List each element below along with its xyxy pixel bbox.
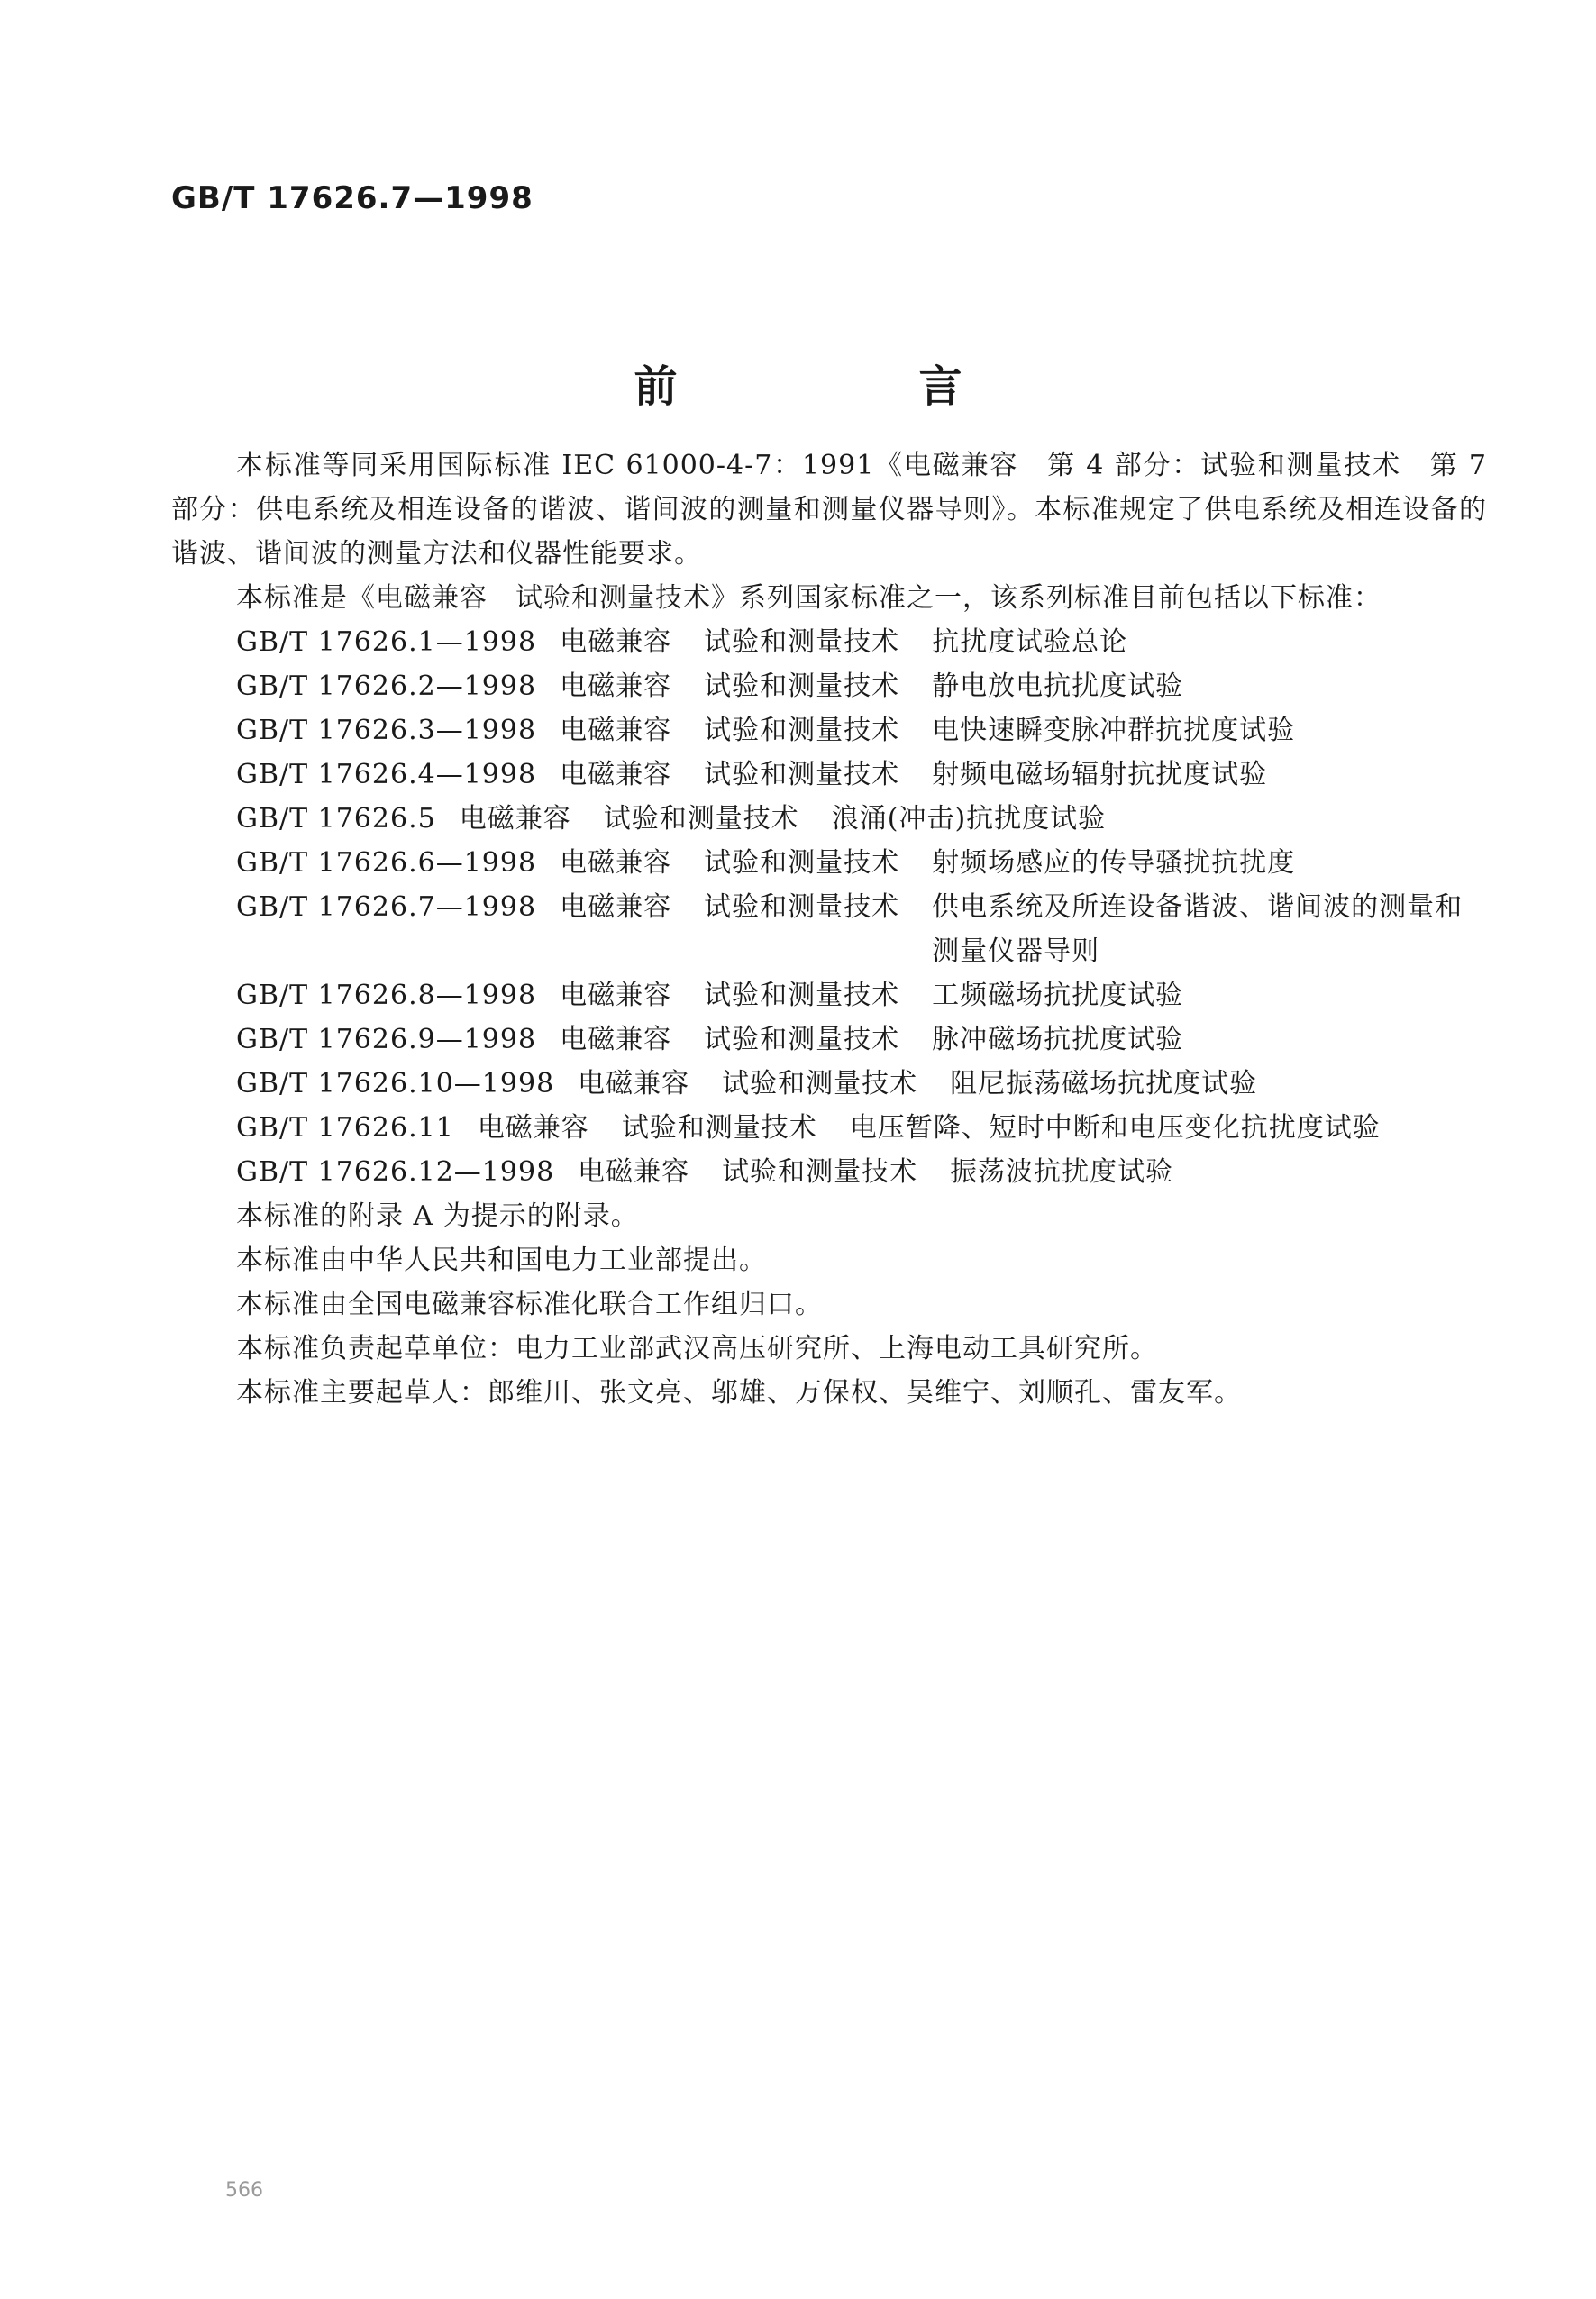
standard-number: GB/T 17626.8—1998 [236,980,537,1011]
standard-topic: 电磁兼容 [560,759,672,790]
page-number: 566 [225,2179,263,2202]
standard-item [171,973,1487,1017]
standard-subtopic: 试验和测量技术 [704,715,900,746]
standard-topic: 电磁兼容 [477,1112,589,1144]
document-body [171,443,1487,1415]
standard-topic: 电磁兼容 [560,891,672,923]
standard-number: GB/T 17626.3—1998 [236,715,537,746]
standard-item [171,1150,1487,1194]
page-title: 前 言 [634,361,1062,412]
standard-topic: 电磁兼容 [560,671,672,702]
standard-title: 射频场感应的传导骚扰抗扰度 [932,847,1296,879]
standard-number: GB/T 17626.5 [236,803,436,835]
standard-item [171,1062,1487,1106]
standard-subtopic: 试验和测量技术 [704,671,900,702]
standard-title: 静电放电抗扰度试验 [932,671,1184,702]
standard-subtopic: 试验和测量技术 [704,891,900,923]
standard-item [171,797,1487,841]
standard-topic: 电磁兼容 [578,1068,690,1099]
drafters-note: 本标准主要起草人：郎维川、张文亮、邬雄、万保权、吴维宁、刘顺孔、雷友军。 [236,1377,1242,1409]
standard-title: 浪涌(冲击)抗扰度试验 [831,803,1107,835]
standard-number: GB/T 17626.7—1998 [236,891,537,923]
standard-item [171,885,1487,973]
standard-number: GB/T 17626.10—1998 [236,1068,555,1099]
standard-topic: 电磁兼容 [560,980,672,1011]
standard-subtopic: 试验和测量技术 [704,626,900,658]
administration-note: 本标准由全国电磁兼容标准化联合工作组归口。 [236,1289,823,1320]
standard-topic: 电磁兼容 [560,847,672,879]
standard-title: 电压暂降、短时中断和电压变化抗扰度试验 [849,1112,1381,1144]
standard-subtopic: 试验和测量技术 [603,803,799,835]
standard-item [171,664,1487,708]
standard-topic: 电磁兼容 [560,1024,672,1055]
appendix-note: 本标准的附录 A 为提示的附录。 [236,1200,639,1232]
standard-item [171,753,1487,797]
standard-subtopic: 试验和测量技术 [704,1024,900,1055]
standard-number: GB/T 17626.4—1998 [236,759,537,790]
standard-subtopic: 试验和测量技术 [704,980,900,1011]
standard-item [171,841,1487,885]
standard-item [171,1106,1487,1150]
series-paragraph: 本标准是《电磁兼容 试验和测量技术》系列国家标准之一，该系列标准目前包括以下标准： [236,582,1382,614]
standard-subtopic: 试验和测量技术 [722,1068,918,1099]
standard-topic: 电磁兼容 [560,715,672,746]
standard-subtopic: 试验和测量技术 [722,1156,918,1188]
standard-title: 工频磁场抗扰度试验 [932,980,1184,1011]
standard-topic: 电磁兼容 [560,626,672,658]
proposer-note: 本标准由中华人民共和国电力工业部提出。 [236,1245,767,1276]
standard-code: GB/T 17626.7—1998 [171,180,534,216]
standard-subtopic: 试验和测量技术 [621,1112,817,1144]
standard-topic: 电磁兼容 [459,803,571,835]
standard-number: GB/T 17626.11 [236,1112,454,1144]
standard-number: GB/T 17626.2—1998 [236,671,537,702]
standard-item [171,620,1487,664]
standard-number: GB/T 17626.1—1998 [236,626,537,658]
standard-number: GB/T 17626.6—1998 [236,847,537,879]
standard-title: 阻尼振荡磁场抗扰度试验 [950,1068,1258,1099]
standard-title: 抗扰度试验总论 [932,626,1128,658]
standard-number: GB/T 17626.9—1998 [236,1024,537,1055]
intro-paragraph: 本标准等同采用国际标准 IEC 61000-4-7：1991《电磁兼容 第 4 部分：试验和测量技术 第 7 部分：供电系统及相连设备的谐波、谐间波的测量和测量仪器导则》。本标准规定了供电系统及相连设备的谐波、谐间波的测量方法和仪器性能要求。 [171,450,1487,570]
standard-title: 电快速瞬变脉冲群抗扰度试验 [932,715,1296,746]
standard-title: 振荡波抗扰度试验 [950,1156,1174,1188]
standard-title: 脉冲磁场抗扰度试验 [932,1024,1184,1055]
standard-title: 供电系统及所连设备谐波、谐间波的测量和测量仪器导则 [932,891,1464,967]
drafting-units-note: 本标准负责起草单位：电力工业部武汉高压研究所、上海电动工具研究所。 [236,1333,1158,1364]
standard-subtopic: 试验和测量技术 [704,847,900,879]
document-code-header [171,180,534,216]
standard-title: 射频电磁场辐射抗扰度试验 [932,759,1268,790]
standard-item [171,708,1487,753]
standard-number: GB/T 17626.12—1998 [236,1156,555,1188]
standard-topic: 电磁兼容 [578,1156,690,1188]
standard-item [171,1017,1487,1062]
standard-subtopic: 试验和测量技术 [704,759,900,790]
standards-list [171,620,1487,1194]
